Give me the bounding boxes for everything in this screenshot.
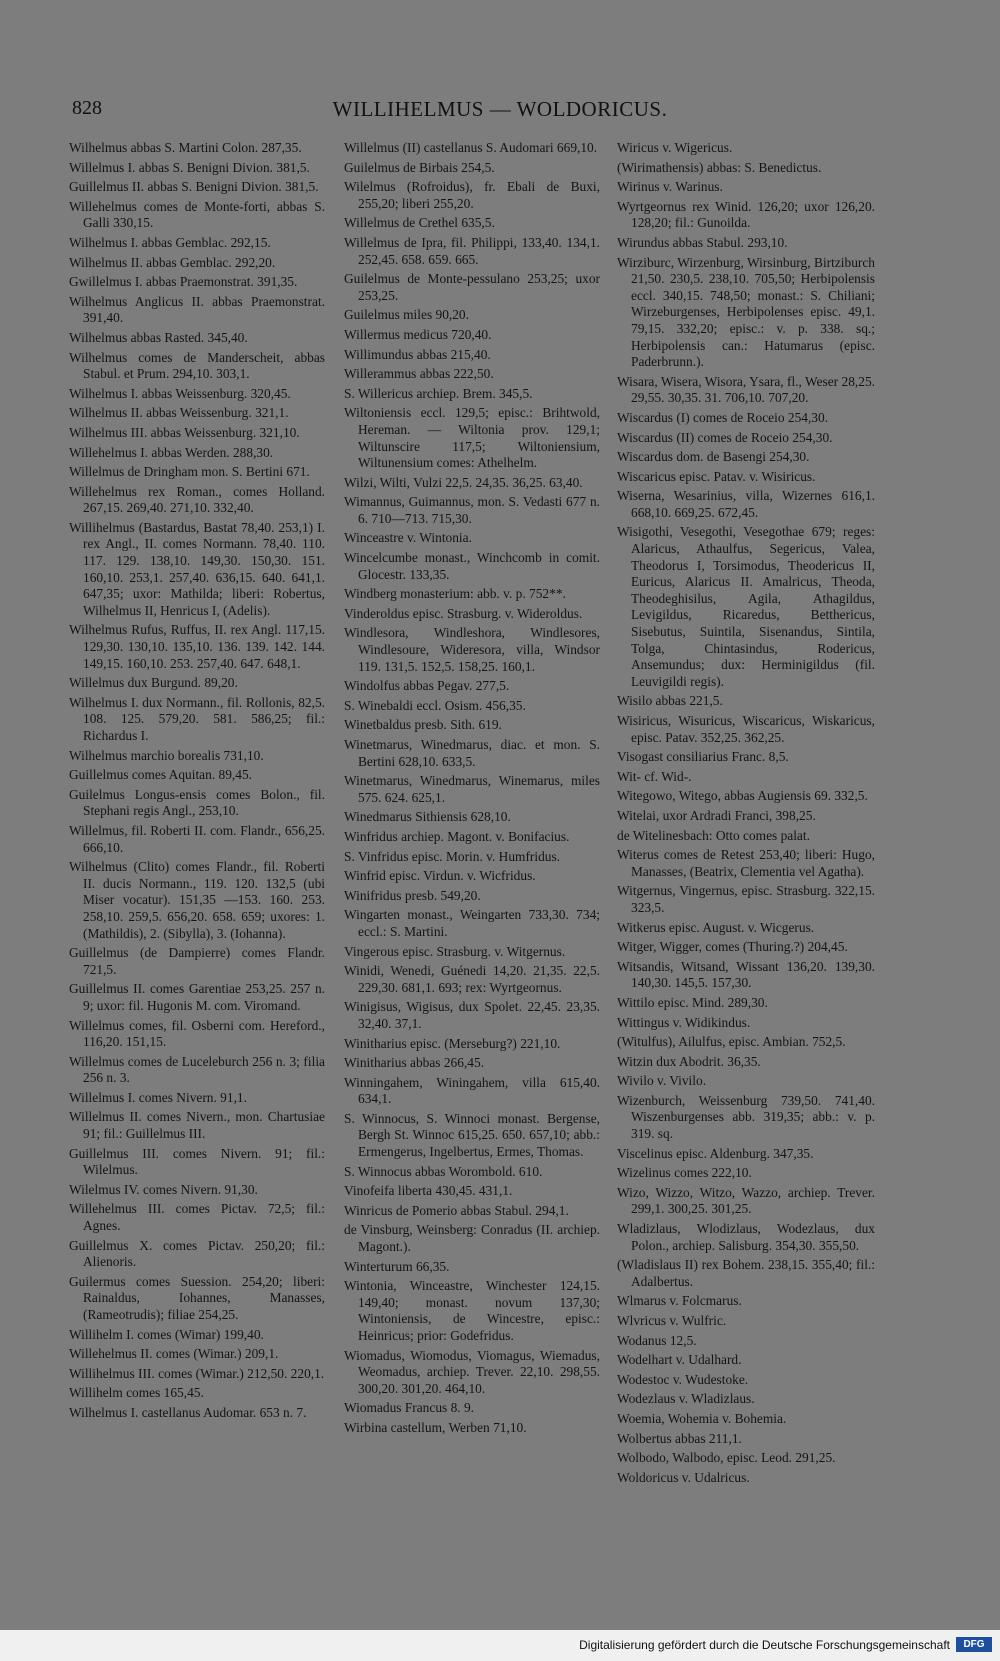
index-entry: Wintonia, Winceastre, Winchester 124,15. 149,40; monast. novum 137,30; Wintoniensis, de Wincestre, episc.: Heinricus; prior: Godefridus. (344, 1278, 600, 1343)
index-entry: Woemia, Wohemia v. Bohemia. (617, 1410, 787, 1426)
index-entry: Wlvricus v. Wulfric. (617, 1313, 727, 1328)
index-entry: Guillelmus X. comes Pictav. 250,20; fil.: Alienoris. (69, 1237, 325, 1270)
index-entry: Guilermus comes Suession. 254,20; liberi: Rainaldus, Iohannes, Manasses, (Rameotrudis); filiae 254,25. (69, 1273, 325, 1322)
index-entry: Willihelm comes 165,45. (69, 1385, 204, 1401)
index-entry: Wittingus v. Widikindus. (617, 1014, 751, 1030)
index-entry: Willehelmus II. comes (Wimar.) 209,1. (69, 1346, 279, 1362)
page-number: 828 (72, 97, 102, 119)
index-entry: Wiserna, Wesarinius, villa, Wizernes 616,1. 668,10. 669,25. 672,45. (617, 488, 875, 520)
index-entry: Wlmarus v. Folcmarus. (617, 1293, 742, 1309)
index-entry: Wilhelmus II. abbas Gemblac. 292,20. (69, 254, 276, 270)
index-entry: S. Winnocus abbas Worombold. 610. (344, 1163, 543, 1179)
index-entry: Willelmus dux Burgund. 89,20. (69, 675, 238, 691)
index-entry: Witzin dux Abodrit. 36,35. (617, 1053, 761, 1069)
index-entry: Wiricus v. Wigericus. (617, 140, 733, 155)
index-entry: Winidi, Wenedi, Guénedi 14,20. 21,35. 22,5. 229,30. 681,1. 693; rex: Wyrtgeornus. (344, 963, 600, 995)
index-entry: Wizelinus comes 222,10. (617, 1165, 752, 1181)
index-entry: Witelai, uxor Ardradi Franci, 398,25. (617, 807, 816, 823)
index-entry: Woldoricus v. Udalricus. (617, 1469, 750, 1485)
index-entry: Wilhelmus I. abbas Gemblac. 292,15. (69, 234, 271, 250)
index-entry: (Wirimathensis) abbas: S. Benedictus. (617, 159, 822, 175)
index-entry: Willerammus abbas 222,50. (344, 366, 494, 382)
index-entry: Wirundus abbas Stabul. 293,10. (617, 234, 788, 250)
index-entry: Winitharius episc. (Merseburg?) 221,10. (344, 1035, 561, 1051)
index-entry: Willihelmus (Bastardus, Bastat 78,40. 253,1) I. rex Angl., II. comes Normann. 78,40. 110. 117. 129. 138,10. 149,30. 150,30. 151. 160,10. 253,1. 257,40. 636,15. 640. 641,1. 647,35; uxor: Mathilda; liberi: Robertus, Wilhelmus II, Henricus I, (Adelis). (69, 519, 325, 618)
index-entry: Wilelmus IV. comes Nivern. 91,30. (69, 1181, 258, 1197)
index-entry: Willermus medicus 720,40. (344, 326, 492, 342)
index-entry: (Witulfus), Ailulfus, episc. Ambian. 752,5. (617, 1034, 846, 1050)
index-entry: Wilhelmus I. castellanus Audomar. 653 n. 7. (69, 1404, 307, 1420)
index-entry: Wiscaricus episc. Patav. v. Wisiricus. (617, 468, 816, 484)
index-entry: Wilzi, Wilti, Vulzi 22,5. 24,35. 36,25. 63,40. (344, 474, 583, 490)
index-entry: Willelmus II. comes Nivern., mon. Chartusiae 91; fil.: Guillelmus III. (69, 1109, 325, 1142)
index-entry: Wiomadus, Wiomodus, Viomagus, Wiemadus, Weomadus, archiep. Trever. 22,10. 298,55. 300,20. 301,20. 464,10. (344, 1347, 600, 1396)
index-entry: Wilhelmus Anglicus II. abbas Praemonstrat. 391,40. (69, 293, 325, 326)
index-entry: Wilhelmus (Clito) comes Flandr., fil. Roberti II. ducis Normann., 119. 120. 132,5 (ubi Miser vocatur). 151,35 —153. 160. 253. 258,10. 259,5. 656,20. 658. 659; uxores: 1. (Mathildis), 2. (Sibylla), 3. (Iohanna). (69, 859, 325, 941)
page-title: WILLIHELMUS — WOLDORICUS. (332, 97, 668, 121)
footer-credit: Digitalisierung gefördert durch die Deutsche Forschungsgemeinschaft (579, 1638, 950, 1652)
index-entry: Winifridus presb. 549,20. (344, 887, 481, 903)
index-entry: Winedmarus Sithiensis 628,10. (344, 809, 511, 825)
index-entry: Wilhelmus I. dux Normann., fil. Rollonis, 82,5. 108. 125. 579,20. 581. 586,25; fil.: Richardus I. (69, 694, 325, 743)
index-entry: Wisara, Wisera, Wisora, Ysara, fl., Weser 28,25. 29,55. 30,35. 31. 706,10. 707,20. (617, 373, 875, 406)
index-entry: Guillelmus III. comes Nivern. 91; fil.: Wilelmus. (69, 1145, 325, 1178)
index-entry: Wisiricus, Wisuricus, Wiscaricus, Wiskaricus, episc. Patav. 352,25. 362,25. (617, 713, 875, 745)
index-entry: Willehelmus comes de Monte-forti, abbas S. Galli 330,15. (69, 198, 325, 231)
index-entry: Guillelmus (de Dampierre) comes Flandr. 721,5. (69, 945, 325, 977)
index-entry: Wincelcumbe monast., Winchcomb in comit. Glocestr. 133,35. (344, 550, 600, 582)
index-entry: Wit- cf. Wid-. (617, 768, 692, 784)
index-entry: Winricus de Pomerio abbas Stabul. 294,1. (344, 1202, 569, 1218)
index-entry: Witsandis, Witsand, Wissant 136,20. 139,30. 140,30. 145,5. 157,30. (617, 958, 875, 991)
index-entry: Willelmus comes, fil. Osberni com. Hereford., 116,20. 151,15. (69, 1017, 325, 1050)
index-entry: S. Vinfridus episc. Morin. v. Humfridus. (344, 848, 561, 864)
index-entry: Wivilo v. Vivilo. (617, 1073, 707, 1089)
index-entry: de Vinsburg, Weinsberg: Conradus (II. archiep. Magont.). (344, 1222, 600, 1255)
index-entry: Wilhelmus abbas Rasted. 345,40. (69, 329, 248, 345)
index-entry: S. Willericus archiep. Brem. 345,5. (344, 385, 533, 401)
index-entry: Windlesora, Windleshora, Windlesores, Windlesoure, Wideresora, villa, Windsor 119. 131,5. 152,5. 158,25. 160,1. (344, 625, 600, 674)
index-entry: de Witelinesbach: Otto comes palat. (617, 827, 810, 843)
index-column-3 (617, 140, 875, 1489)
index-entry: Winceastre v. Wintonia. (344, 530, 472, 546)
index-entry: Witger, Wigger, comes (Thuring.?) 204,45. (617, 939, 848, 955)
index-entry: Guillelmus II. comes Garentiae 253,25. 257 n. 9; uxor: fil. Hugonis M. com. Viromand. (69, 981, 325, 1013)
index-entry: Winitharius abbas 266,45. (344, 1055, 485, 1071)
index-entry: Willelmus de Dringham mon. S. Bertini 671. (69, 464, 310, 480)
index-entry: Willehelmus I. abbas Werden. 288,30. (69, 444, 274, 460)
index-entry: Wingarten monast., Weingarten 733,30. 734; eccl.: S. Martini. (344, 907, 600, 939)
index-entry: Windolfus abbas Pegav. 277,5. (344, 678, 510, 694)
index-entry: Wilhelmus I. abbas Weissenburg. 320,45. (69, 385, 291, 401)
index-entry: Witegowo, Witego, abbas Augiensis 69. 332,5. (617, 788, 868, 804)
index-entry: Willelmus I. comes Nivern. 91,1. (69, 1089, 247, 1105)
index-entry: (Wladislaus II) rex Bohem. 238,15. 355,40; fil.: Adalbertus. (617, 1257, 875, 1289)
dfg-logo: DFG (956, 1637, 992, 1652)
index-entry: Wiscardus (I) comes de Roceio 254,30. (617, 409, 829, 425)
index-entry: Wilhelmus III. abbas Weissenburg. 321,10. (69, 424, 300, 440)
index-entry: Guilelmus miles 90,20. (344, 307, 469, 323)
index-entry: Wirinus v. Warinus. (617, 179, 723, 195)
index-entry: Wodestoc v. Wudestoke. (617, 1371, 749, 1387)
index-entry: Willelmus de Crethel 635,5. (344, 215, 495, 231)
index-entry: Willihelm I. comes (Wimar) 199,40. (69, 1326, 264, 1342)
index-column-2 (344, 140, 600, 1440)
index-entry: Gwillelmus I. abbas Praemonstrat. 391,35. (69, 274, 298, 290)
index-column-1 (69, 140, 325, 1425)
footer-bar (0, 1630, 1000, 1661)
index-entry: Witkerus episc. August. v. Wicgerus. (617, 919, 815, 935)
index-entry: Winetmarus, Winedmarus, diac. et mon. S. Bertini 628,10. 633,5. (344, 737, 600, 769)
index-entry: Winetmarus, Winedmarus, Winemarus, miles 575. 624. 625,1. (344, 773, 600, 805)
index-entry: Visogast consiliarius Franc. 8,5. (617, 749, 789, 765)
index-entry: Willelmus I. abbas S. Benigni Divion. 381,5. (69, 159, 310, 175)
index-entry: Wolbodo, Walbodo, episc. Leod. 291,25. (617, 1450, 836, 1466)
index-entry: Wiscardus dom. de Basengi 254,30. (617, 449, 810, 465)
index-entry: Wizo, Wizzo, Witzo, Wazzo, archiep. Trever. 299,1. 300,25. 301,25. (617, 1184, 875, 1217)
index-entry: Willelmus, fil. Roberti II. com. Flandr., 656,25. 666,10. (69, 822, 325, 855)
index-entry: Willelmus comes de Luceleburch 256 n. 3; filia 256 n. 3. (69, 1053, 325, 1086)
index-entry: Wilhelmus marchio borealis 731,10. (69, 747, 264, 763)
index-entry: Wisilo abbas 221,5. (617, 693, 723, 709)
index-entry: Vinderoldus episc. Strasburg. v. Wideroldus. (344, 605, 583, 621)
index-entry: Guillelmus comes Aquitan. 89,45. (69, 767, 252, 783)
index-entry: Willimundus abbas 215,40. (344, 346, 491, 362)
index-entry: Wilhelmus abbas S. Martini Colon. 287,35. (69, 140, 302, 155)
index-entry: Winetbaldus presb. Sith. 619. (344, 717, 502, 733)
index-entry: Guilelmus Longus-ensis comes Bolon., fil. Stephani regis Angl., 253,10. (69, 786, 325, 819)
index-entry: Wilhelmus comes de Manderscheit, abbas Stabul. et Prum. 294,10. 303,1. (69, 349, 325, 382)
index-entry: Willihelmus III. comes (Wimar.) 212,50. 220,1. (69, 1365, 325, 1381)
index-entry: Wirbina castellum, Werben 71,10. (344, 1419, 527, 1435)
index-entry: Winterturum 66,35. (344, 1258, 450, 1274)
index-entry: Winfrid episc. Virdun. v. Wicfridus. (344, 868, 536, 884)
index-entry: Wolbertus abbas 211,1. (617, 1430, 742, 1446)
index-entry: Willelmus de Ipra, fil. Philippi, 133,40. 134,1. 252,45. 658. 659. 665. (344, 234, 600, 267)
index-entry: Vinofeifa liberta 430,45. 431,1. (344, 1183, 513, 1199)
index-entry: Wittilo episc. Mind. 289,30. (617, 994, 768, 1010)
index-entry: Guillelmus II. abbas S. Benigni Divion. 381,5. (69, 179, 319, 195)
index-entry: Wiomadus Francus 8. 9. (344, 1400, 475, 1416)
index-entry: Willelmus (II) castellanus S. Audomari 669,10. (344, 140, 598, 155)
index-entry: Guilelmus de Monte-pessulano 253,25; uxor 253,25. (344, 271, 600, 303)
index-entry: Willehelmus rex Roman., comes Holland. 267,15. 269,40. 271,10. 332,40. (69, 483, 325, 516)
index-entry: S. Winnocus, S. Winnoci monast. Bergense, Bergh St. Winnoc 615,25. 650. 657,10; abb.: Ermengerus, Ingelbertus, Ermes, Thomas. (344, 1110, 600, 1160)
index-entry: Wimannus, Guimannus, mon. S. Vedasti 677 n. 6. 710—713. 715,30. (344, 494, 600, 526)
index-entry: Witerus comes de Retest 253,40; liberi: Hugo, Manasses, (Beatrix, Clementia vel Agatha). (617, 847, 875, 879)
index-entry: Wilelmus (Rofroidus), fr. Ebali de Buxi, 255,20; liberi 255,20. (344, 179, 600, 211)
index-entry: Wiltoniensis eccl. 129,5; episc.: Brihtwold, Hereman. — Wiltonia prov. 129,1; Wiltunscire 117,5; Wiltoniensium, Wiltunensium comes: Athelhelm. (344, 405, 600, 471)
index-entry: Willehelmus III. comes Pictav. 72,5; fil.: Agnes. (69, 1201, 325, 1234)
index-entry: Viscelinus episc. Aldenburg. 347,35. (617, 1145, 814, 1161)
index-entry: Wilhelmus II. abbas Weissenburg. 321,1. (69, 405, 289, 421)
index-entry: Winfridus archiep. Magont. v. Bonifacius. (344, 828, 570, 844)
index-entry: Winningahem, Winingahem, villa 615,40. 634,1. (344, 1074, 600, 1107)
index-entry: Windberg monasterium: abb. v. p. 752**. (344, 586, 566, 602)
index-entry: Wodezlaus v. Wladizlaus. (617, 1391, 755, 1407)
index-entry: Wisigothi, Vesegothi, Vesegothae 679; reges: Alaricus, Athaulfus, Segericus, Valea, Theodorus I, Torsimodus, Theodericus II, Euricus, Alaricus II. Amalricus, Theoda, Theodeghisilus, Agila, Athagildus, Levigildus, Ricaredus, Betthericus, Sisebutus, Suintila, Sisenandus, Sintila, Tolga, Chintasindus, Rodericus, Ansemundus; dux: Herminigildus (fil. Leuvigildi regis). (617, 524, 875, 689)
index-entry: Wirziburc, Wirzenburg, Wirsinburg, Birtziburch 21,50. 230,5. 238,10. 705,50; Herbipolensis eccl. 340,15. 748,50; monast.: S. Chiliani; Wirzeburgenses, Herbipolenses episc. 49,1. 79,15. 332,20; episc.: v. p. 338. sq.; Herbipolensis can.: Hatumarus (episc. Paderbrunn.). (617, 254, 875, 370)
index-entry: Wiscardus (II) comes de Roceio 254,30. (617, 429, 833, 445)
index-entry: S. Winebaldi eccl. Osism. 456,35. (344, 697, 526, 713)
index-entry: Wyrtgeornus rex Winid. 126,20; uxor 126,20. 128,20; fil.: Gunoilda. (617, 198, 875, 231)
index-entry: Guilelmus de Birbais 254,5. (344, 159, 495, 175)
index-entry: Wizenburch, Weissenburg 739,50. 741,40. Wiszenburgenses abb. 319,35; abb.: v. p. 319. sq. (617, 1092, 875, 1142)
index-entry: Vingerous episc. Strasburg. v. Witgernus. (344, 943, 566, 959)
index-entry: Wladizlaus, Wlodizlaus, Wodezlaus, dux Polon., archiep. Salisburg. 354,30. 355,50. (617, 1221, 875, 1253)
index-entry: Wodelhart v. Udalhard. (617, 1352, 742, 1368)
index-entry: Wodanus 12,5. (617, 1332, 697, 1348)
index-entry: Wilhelmus Rufus, Ruffus, II. rex Angl. 117,15. 129,30. 130,10. 135,10. 136. 139. 142. 144. 149,15. 160,10. 253. 257,40. 647. 648,1. (69, 622, 325, 671)
index-entry: Winigisus, Wigisus, dux Spolet. 22,45. 23,35. 32,40. 37,1. (344, 999, 600, 1031)
index-entry: Witgernus, Vingernus, episc. Strasburg. 322,15. 323,5. (617, 883, 875, 915)
